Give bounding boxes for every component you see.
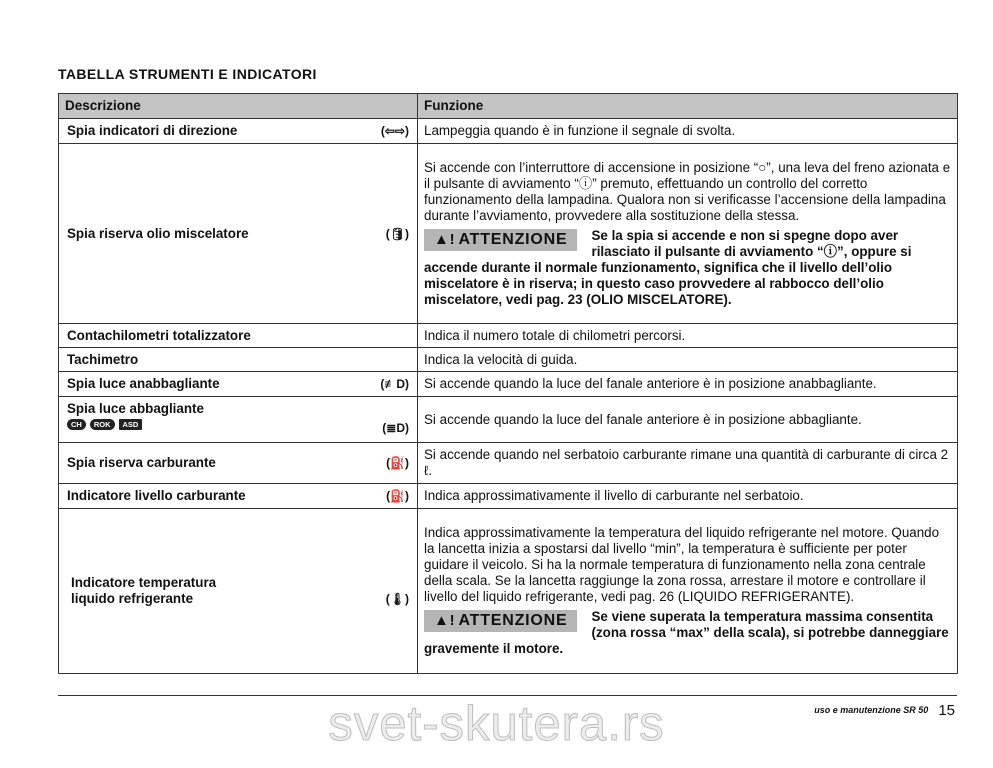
description-cell — [59, 348, 418, 372]
fuel-reserve-icon: (⛽) — [386, 456, 409, 470]
fuel-gauge-icon: (⛽) — [386, 489, 409, 503]
warning-block — [424, 609, 951, 657]
description-label: Spia riserva olio miscelatore — [67, 225, 249, 241]
market-badge: ROK — [90, 419, 115, 430]
market-badge: ASD — [119, 419, 143, 430]
description-cell — [59, 484, 418, 509]
function-cell: Si accende quando la luce del fanale anteriore è in posizione anabbagliante. — [418, 372, 958, 397]
oil-reserve-icon: (🛢) — [385, 226, 409, 241]
function-cell — [418, 509, 958, 674]
watermark: svet-skutera.rs — [328, 697, 665, 751]
column-header-function: Funzione — [418, 94, 958, 119]
description-label: Indicatore livello carburante — [67, 488, 246, 503]
function-cell: Lampeggia quando è in funzione il segnale di svolta. — [418, 119, 958, 144]
market-badge: CH — [67, 419, 86, 430]
description-label: Spia luce abbagliante — [67, 401, 204, 416]
warning-text: Se viene superata la temperatura massima consentita (zona rossa “max” della scala), si potrebbe danneggiare gravemente il motore. — [424, 609, 949, 656]
description-label: Spia riserva carburante — [67, 455, 216, 470]
function-cell: Si accende quando nel serbatoio carburante rimane una quantità di carburante di circa 2 ℓ. — [418, 443, 958, 484]
description-label: Tachimetro — [67, 351, 139, 367]
description-cell — [59, 509, 418, 674]
function-cell: Indica la velocità di guida. — [418, 348, 958, 372]
page-title: TABELLA STRUMENTI E INDICATORI — [58, 66, 317, 82]
page-number: 15 — [938, 702, 955, 719]
warning-text: Se la spia si accende e non si spegne dopo aver rilasciato il pulsante di avviamento “ⓘ”, oppure si accende durante il normale funzionamento, significa che il livello dell’olio miscelatore è in riserva; in questo caso provvedere al rabbocco dell’olio miscelatore, vedi pag. 23 (OLIO MISCELATORE). — [424, 227, 912, 307]
market-badges — [67, 419, 409, 430]
description-cell — [59, 372, 418, 397]
description-cell — [59, 443, 418, 484]
column-header-description: Descrizione — [59, 94, 418, 119]
description-cell — [59, 144, 418, 324]
description-cell — [59, 119, 418, 144]
table-row — [59, 509, 958, 674]
warning-badge — [424, 610, 577, 632]
turn-signal-icon: (⇦⇨) — [380, 124, 409, 138]
table-row — [59, 324, 958, 348]
coolant-temperature-icon: (🌡) — [385, 592, 409, 606]
table-row — [59, 484, 958, 509]
low-beam-icon: (≢D) — [380, 377, 409, 391]
description-label: Spia luce anabbagliante — [67, 376, 220, 391]
table-row — [59, 443, 958, 484]
table-header-row — [59, 94, 958, 119]
function-cell — [418, 144, 958, 324]
warning-block — [424, 228, 951, 308]
instruments-table — [58, 93, 958, 674]
function-cell: Si accende quando la luce del fanale anteriore è in posizione abbagliante. — [418, 397, 958, 443]
description-label: Spia indicatori di direzione — [67, 123, 238, 138]
footer-text: uso e manutenzione SR 50 — [814, 705, 929, 715]
description-label: Indicatore temperatura liquido refrigerante — [71, 575, 217, 606]
function-cell: Indica il numero totale di chilometri percorsi. — [418, 324, 958, 348]
table-row — [59, 144, 958, 324]
description-cell — [59, 324, 418, 348]
table-row — [59, 348, 958, 372]
table-row — [59, 397, 958, 443]
warning-label: ATTENZIONE — [458, 612, 568, 629]
description-label: Contachilometri totalizzatore — [67, 327, 251, 343]
function-text: Indica approssimativamente la temperatura del liquido refrigerante nel motore. Quando la lancetta inizia a spostarsi dal livello “min”, la temperatura è sufficiente per poter guidare il veicolo. Si ha la normale temperatura di funzionamento nella zona centrale della scala. Se la lancetta raggiunge la zona rossa, arrestare il motore e controllare il livello del liquido refrigerante, vedi pag. 26 (LIQUIDO REFRIGERANTE). — [424, 525, 940, 604]
warning-label: ATTENZIONE — [458, 230, 568, 248]
high-beam-icon: (≣D) — [382, 421, 409, 435]
function-text: Si accende con l’interruttore di accensione in posizione “○”, una leva del freno azionata e il pulsante di avviamento “ⓘ” premuto, effettuando un controllo del corretto funzionamento della lampadina. Qualora non si verificasse l’accensione della lampadina durante l’avviamento, provvedere alla sostituzione della stessa. — [424, 159, 951, 223]
table-row — [59, 119, 958, 144]
table-row — [59, 372, 958, 397]
warning-triangle-icon: ▲! — [434, 612, 456, 629]
description-cell — [59, 397, 418, 443]
warning-triangle-icon: ▲! — [434, 230, 456, 248]
warning-badge — [424, 229, 577, 251]
function-cell: Indica approssimativamente il livello di carburante nel serbatoio. — [418, 484, 958, 509]
